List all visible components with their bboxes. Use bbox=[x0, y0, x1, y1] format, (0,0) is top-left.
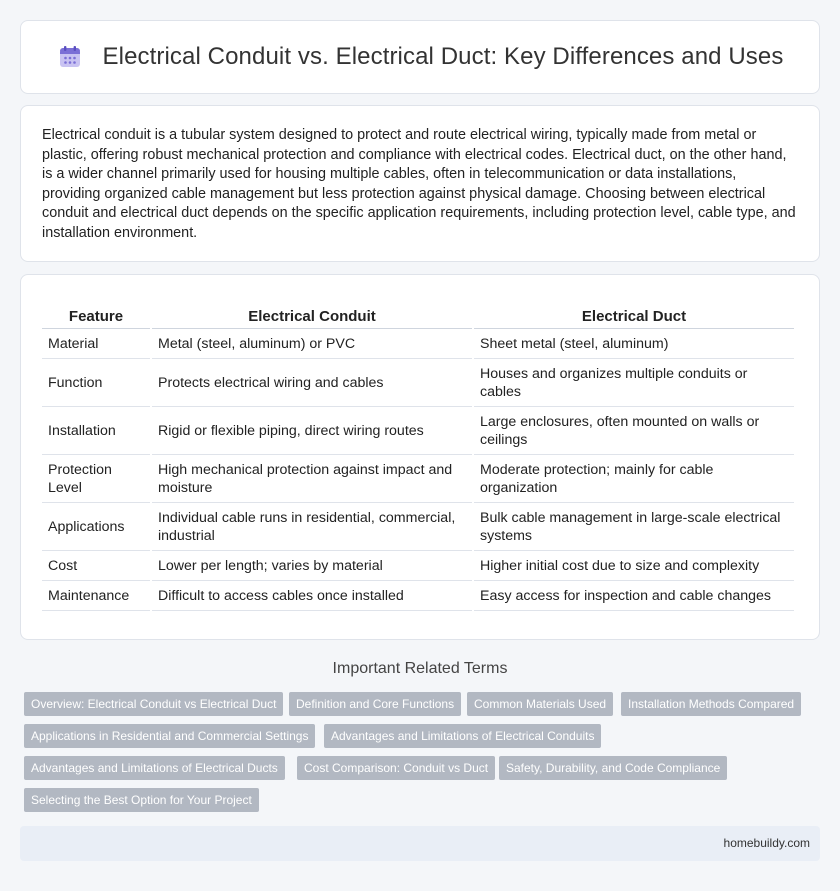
table-row bbox=[42, 455, 794, 503]
related-tag[interactable]: Safety, Durability, and Code Compliance bbox=[499, 756, 727, 780]
table-row bbox=[42, 407, 794, 455]
intro-paragraph: Electrical conduit is a tubular system designed to protect and route electrical wiring, typically made from metal or plastic, offering robust mechanical protection and compliance with electrical codes. Electrical duct, on the other hand, is a wider channel primarily used for housing multiple cables, often in telecommunication or data installations, providing organized cable management but less protection against physical damage. Choosing between electrical conduit and electrical duct depends on the specific application requirements, including protection level, cable type, and installation environment. bbox=[42, 127, 796, 241]
duct-cell: Moderate protection; mainly for cable organization bbox=[474, 455, 794, 503]
table-row bbox=[42, 581, 794, 611]
duct-cell: Higher initial cost due to size and complexity bbox=[474, 551, 794, 581]
conduit-cell: Individual cable runs in residential, commercial, industrial bbox=[152, 503, 472, 551]
related-tag[interactable]: Selecting the Best Option for Your Project bbox=[24, 788, 259, 812]
related-tag[interactable]: Overview: Electrical Conduit vs Electrical Duct bbox=[24, 692, 283, 716]
duct-cell: Houses and organizes multiple conduits or cables bbox=[474, 359, 794, 407]
related-tag[interactable]: Advantages and Limitations of Electrical Ducts bbox=[24, 756, 285, 780]
feature-cell: Cost bbox=[42, 551, 150, 581]
title-wrap bbox=[57, 43, 784, 71]
feature-cell: Maintenance bbox=[42, 581, 150, 611]
related-tag[interactable]: Common Materials Used bbox=[467, 692, 613, 716]
feature-cell: Applications bbox=[42, 503, 150, 551]
feature-cell: Protection Level bbox=[42, 455, 150, 503]
duct-cell: Bulk cable management in large-scale electrical systems bbox=[474, 503, 794, 551]
related-tag[interactable]: Installation Methods Compared bbox=[621, 692, 801, 716]
conduit-cell: Difficult to access cables once installed bbox=[152, 581, 472, 611]
header-duct: Electrical Duct bbox=[474, 303, 794, 329]
table-row bbox=[42, 551, 794, 581]
header-card bbox=[20, 20, 820, 94]
related-tag[interactable]: Applications in Residential and Commercial Settings bbox=[24, 724, 315, 748]
conduit-cell: Metal (steel, aluminum) or PVC bbox=[152, 329, 472, 359]
header-conduit: Electrical Conduit bbox=[152, 303, 472, 329]
duct-cell: Sheet metal (steel, aluminum) bbox=[474, 329, 794, 359]
footer-site-link[interactable]: homebuildy.com bbox=[723, 836, 810, 850]
duct-cell: Large enclosures, often mounted on walls or ceilings bbox=[474, 407, 794, 455]
comparison-table-card bbox=[20, 274, 820, 640]
intro-card bbox=[20, 105, 820, 262]
conduit-cell: High mechanical protection against impact and moisture bbox=[152, 455, 472, 503]
footer bbox=[20, 826, 820, 861]
duct-cell: Easy access for inspection and cable changes bbox=[474, 581, 794, 611]
header-feature: Feature bbox=[42, 303, 150, 329]
page-title: Electrical Conduit vs. Electrical Duct: Key Differences and Uses bbox=[102, 43, 784, 70]
conduit-cell: Rigid or flexible piping, direct wiring routes bbox=[152, 407, 472, 455]
related-tag[interactable]: Definition and Core Functions bbox=[289, 692, 461, 716]
feature-cell: Material bbox=[42, 329, 150, 359]
feature-cell: Function bbox=[42, 359, 150, 407]
table-row bbox=[42, 503, 794, 551]
related-terms-title: Important Related Terms bbox=[332, 660, 508, 677]
conduit-cell: Lower per length; varies by material bbox=[152, 551, 472, 581]
table-row bbox=[42, 359, 794, 407]
table-header-row bbox=[42, 303, 794, 329]
calendar-icon bbox=[57, 44, 83, 70]
conduit-cell: Protects electrical wiring and cables bbox=[152, 359, 472, 407]
related-tag[interactable]: Advantages and Limitations of Electrical Conduits bbox=[324, 724, 601, 748]
related-tag[interactable]: Cost Comparison: Conduit vs Duct bbox=[297, 756, 495, 780]
table-row bbox=[42, 329, 794, 359]
comparison-table bbox=[40, 303, 796, 611]
feature-cell: Installation bbox=[42, 407, 150, 455]
